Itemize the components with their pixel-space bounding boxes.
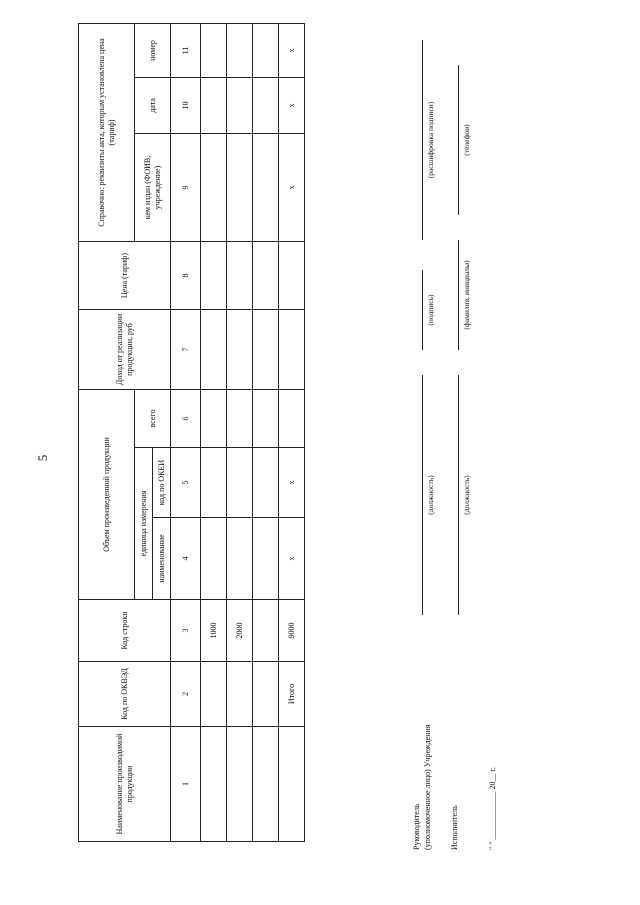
table-cell: х <box>279 518 305 600</box>
head-authorized-label: (уполномоченное лицо) Учреждения <box>423 724 432 850</box>
total-row <box>279 23 305 841</box>
column-number: 4 <box>171 518 201 600</box>
table-row <box>201 23 227 841</box>
executor-position-caption: (должность) <box>462 475 471 515</box>
total-label: Итого <box>279 662 305 727</box>
table-cell <box>253 390 279 448</box>
table-cell <box>253 662 279 727</box>
executor-phone-caption: (телефон) <box>462 124 471 156</box>
table-cell <box>201 78 227 134</box>
header-price: Цена (тариф) <box>79 242 171 310</box>
header-number: номер <box>135 23 171 77</box>
table-row <box>253 23 279 841</box>
table-cell <box>279 390 305 448</box>
column-number: 2 <box>171 662 201 727</box>
header-date: дата <box>135 78 171 134</box>
header-ref: Справочно: реквизиты акта, которым установлена цена (тариф) <box>79 23 135 241</box>
table-cell <box>253 448 279 518</box>
table-cell <box>279 310 305 390</box>
header-unit-name: наименование <box>153 518 171 600</box>
header-issued-by: кем издан (ФОИВ, учреждение) <box>135 134 171 242</box>
head-signature-line <box>422 270 423 350</box>
head-position-line <box>422 375 423 615</box>
head-signature-caption: (подпись) <box>426 294 435 326</box>
table-cell <box>201 23 227 77</box>
header-row-code: Код строки <box>79 600 171 662</box>
report-table <box>78 23 305 842</box>
table-row <box>227 23 253 841</box>
table-cell <box>227 23 253 77</box>
date-line: " " ____________ 20__ г. <box>488 767 497 850</box>
table-cell <box>227 310 253 390</box>
table-cell: 2000 <box>227 600 253 662</box>
table-cell <box>227 78 253 134</box>
executor-name-line <box>458 240 459 350</box>
executor-phone-line <box>458 65 459 215</box>
table-cell <box>227 518 253 600</box>
header-okved: Код по ОКВЭД <box>79 662 171 727</box>
head-decode-caption: (расшифровка подписи) <box>426 101 435 179</box>
table-cell <box>253 518 279 600</box>
column-number: 1 <box>171 727 201 842</box>
table-cell: х <box>279 134 305 242</box>
table-cell <box>201 390 227 448</box>
column-number: 9 <box>171 134 201 242</box>
head-position-caption: (должность) <box>426 475 435 515</box>
table-cell <box>253 134 279 242</box>
table-cell <box>253 310 279 390</box>
executor-label: Исполнитель <box>450 805 459 850</box>
executor-name-caption: (фамилия, инициалы) <box>462 260 471 330</box>
column-number-row <box>171 23 201 841</box>
table-cell <box>227 727 253 842</box>
header-okei-code: код по ОКЕИ <box>153 448 171 518</box>
column-number: 10 <box>171 78 201 134</box>
table-cell <box>227 448 253 518</box>
table-cell: х <box>279 78 305 134</box>
table-cell: х <box>279 448 305 518</box>
header-income: Доход от реализации продукции, руб <box>79 310 171 390</box>
table-cell: 1000 <box>201 600 227 662</box>
executor-position-line <box>458 375 459 615</box>
column-number: 5 <box>171 448 201 518</box>
table-cell: х <box>279 23 305 77</box>
column-number: 3 <box>171 600 201 662</box>
table-cell <box>279 242 305 310</box>
head-label: Руководитель <box>412 803 421 850</box>
header-product-name: Наименование производимой продукции <box>79 727 171 842</box>
head-decode-line <box>422 40 423 240</box>
table-cell <box>227 134 253 242</box>
table-cell: 9000 <box>279 600 305 662</box>
page-number: 5 <box>35 454 50 462</box>
table-cell <box>253 23 279 77</box>
table-cell <box>201 448 227 518</box>
table-cell <box>253 78 279 134</box>
table-cell <box>227 242 253 310</box>
table-cell <box>227 662 253 727</box>
table-cell <box>279 727 305 842</box>
header-unit: единица измерения <box>135 448 153 600</box>
table-cell <box>201 242 227 310</box>
table-cell <box>227 390 253 448</box>
column-number: 7 <box>171 310 201 390</box>
table-cell <box>201 727 227 842</box>
table-cell <box>201 662 227 727</box>
column-number: 8 <box>171 242 201 310</box>
table-cell <box>201 134 227 242</box>
table-cell <box>253 242 279 310</box>
column-number: 11 <box>171 23 201 77</box>
table-cell <box>201 518 227 600</box>
table-cell <box>201 310 227 390</box>
header-total-qty: всего <box>135 390 171 448</box>
column-number: 6 <box>171 390 201 448</box>
header-volume: Объем произведенной продукции <box>79 390 135 600</box>
table-cell <box>253 727 279 842</box>
table-cell <box>253 600 279 662</box>
